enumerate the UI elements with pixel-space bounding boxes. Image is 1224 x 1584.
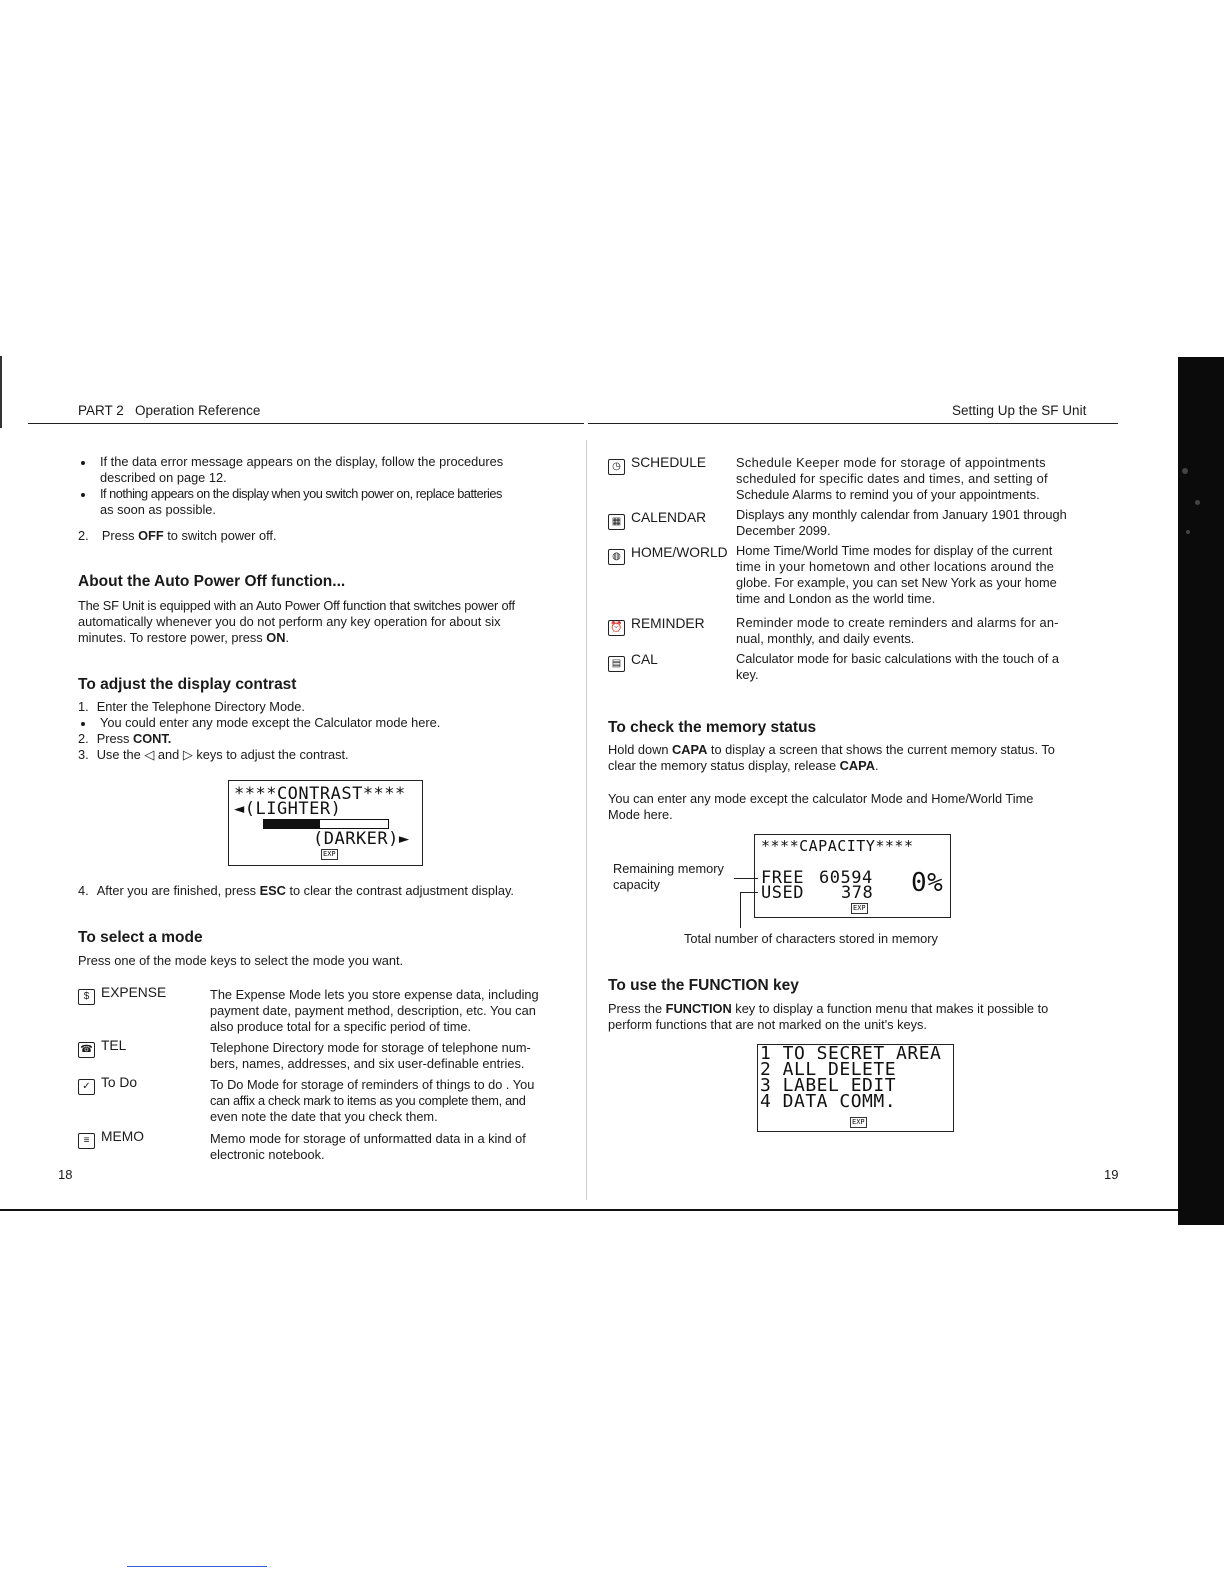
memory-line: clear the memory status display, release CAPA.	[608, 758, 879, 773]
key-on: ON	[266, 630, 286, 645]
auto-power-heading: About the Auto Power Off function...	[78, 573, 346, 590]
callout-remaining: capacity	[613, 877, 660, 892]
function-lcd	[757, 1044, 954, 1132]
mode-desc: Reminder mode to create reminders and alarms for an-	[736, 615, 1059, 630]
mode-desc: Schedule Alarms to remind you of your appointments.	[736, 487, 1040, 502]
schedule-icon: ◷	[608, 459, 625, 475]
step-text: to switch power off.	[163, 528, 277, 543]
contrast-lcd	[228, 780, 423, 866]
key-off: OFF	[138, 528, 164, 543]
lcd-badge: EXP	[852, 1118, 865, 1126]
mode-desc: key.	[736, 667, 759, 682]
bullet	[81, 461, 85, 465]
mode-desc: bers, names, addresses, and six user-definable entries.	[210, 1056, 525, 1071]
capacity-lcd	[754, 834, 951, 918]
contrast-heading: To adjust the display contrast	[78, 676, 297, 693]
lcd-menu-line: 4 DATA COMM.	[760, 1091, 897, 1112]
callout-line	[740, 892, 741, 928]
right-arrow-key-icon: ▷	[182, 747, 193, 762]
auto-power-line: minutes. To restore power, press ON.	[78, 630, 290, 645]
bullet	[81, 493, 85, 497]
lcd-free-label: FREE	[761, 868, 804, 888]
contrast-step-4: 4. After you are finished, press ESC to clear the contrast adjustment display.	[78, 883, 514, 898]
mode-key-expense: $ EXPENSE	[78, 985, 166, 1005]
mode-desc: Home Time/World Time modes for display of the current	[736, 543, 1053, 558]
checkmark-icon: ✓	[78, 1079, 95, 1095]
contrast-step-1: 1. Enter the Telephone Directory Mode.	[78, 699, 305, 714]
reminder-icon: ⏰	[608, 620, 625, 636]
auto-power-line: The SF Unit is equipped with an Auto Power Off function that switches power off	[78, 598, 515, 613]
mode-key-memo: ≡ MEMO	[78, 1129, 144, 1149]
lcd-free-value: 60594	[819, 868, 873, 888]
lcd-used-label: USED	[761, 883, 804, 903]
bullet	[81, 722, 85, 726]
mode-desc: The Expense Mode lets you store expense data, including	[210, 987, 539, 1002]
scan-speckle	[1195, 500, 1200, 505]
step-2	[78, 528, 277, 545]
bullet-text: as soon as possible.	[100, 502, 216, 517]
memory-para: Mode here.	[608, 807, 673, 822]
mode-desc: To Do Mode for storage of reminders of things to do . You	[210, 1077, 535, 1092]
step-text: Press	[101, 528, 139, 543]
scan-black-edge	[1178, 357, 1224, 1225]
mode-key-schedule: ◷ SCHEDULE	[608, 455, 706, 475]
key-capa: CAPA	[839, 758, 875, 773]
gutter-divider	[586, 440, 587, 1200]
bullet-text: If nothing appears on the display when you switch power on, replace batteries	[100, 486, 502, 501]
function-heading: To use the FUNCTION key	[608, 977, 799, 994]
lcd-menu-line: 2 ALL DELETE	[760, 1059, 897, 1080]
left-arrow-key-icon: ◁	[144, 747, 155, 762]
mode-desc: time and London as the world time.	[736, 591, 936, 606]
mode-desc: electronic notebook.	[210, 1147, 325, 1162]
lcd-percent: 0%	[911, 868, 944, 898]
globe-icon: ◍	[608, 549, 625, 565]
page-number-left: 18	[58, 1167, 73, 1182]
lcd-badge: EXP	[323, 850, 336, 858]
select-mode-intro: Press one of the mode keys to select the mode you want.	[78, 953, 404, 968]
mode-desc: even note the date that you check them.	[210, 1109, 438, 1124]
key-function: FUNCTION	[665, 1001, 732, 1016]
mode-desc: also produce total for a specific period of time.	[210, 1019, 472, 1034]
mode-desc: nual, monthly, and daily events.	[736, 631, 915, 646]
lcd-used-value: 378	[841, 883, 874, 903]
lcd-line: ◄(LIGHTER)	[234, 799, 342, 819]
mode-desc: Memo mode for storage of unformatted data in a kind of	[210, 1131, 526, 1146]
page-number-right: 19	[1104, 1167, 1119, 1182]
callout-line	[740, 892, 758, 893]
bottom-page-rule	[0, 1209, 1178, 1211]
mode-desc: December 2099.	[736, 523, 831, 538]
scan-speckle	[1186, 530, 1190, 534]
auto-power-line: automatically whenever you do not perform any key operation for about six	[78, 614, 501, 629]
lcd-line: (DARKER)►	[313, 829, 410, 849]
memory-line: Hold down CAPA to display a screen that shows the current memory status. To	[608, 742, 1055, 757]
mode-desc: scheduled for specific dates and times, and setting of	[736, 471, 1048, 486]
contrast-step-2: 2. Press CONT.	[78, 731, 172, 746]
mode-desc: can affix a check mark to items as you complete them, and	[210, 1093, 526, 1108]
bottom-blue-rule	[127, 1566, 267, 1567]
key-capa: CAPA	[672, 742, 708, 757]
mode-key-calendar: ▦ CALENDAR	[608, 510, 706, 530]
memory-para: You can enter any mode except the calculator Mode and Home/World Time	[608, 791, 1034, 806]
callout-remaining: Remaining memory	[613, 861, 724, 876]
lcd-line: ****CONTRAST****	[234, 784, 406, 804]
mode-desc: globe. For example, you can set New York as your home	[736, 575, 1057, 590]
mode-desc: Telephone Directory mode for storage of telephone num-	[210, 1040, 531, 1055]
memory-heading: To check the memory status	[608, 719, 817, 736]
function-line: Press the FUNCTION key to display a function menu that makes it possible to	[608, 1001, 1049, 1016]
lcd-menu-line: 1 TO SECRET AREA	[760, 1043, 942, 1064]
memo-icon: ≡	[78, 1133, 95, 1149]
callout-total: Total number of characters stored in memory	[684, 931, 938, 946]
contrast-step-3: 3. Use the ◁ and ▷ keys to adjust the contrast.	[78, 747, 349, 762]
mode-key-tel: ☎ TEL	[78, 1038, 126, 1058]
key-cont: CONT.	[132, 731, 172, 746]
mode-key-todo: ✓ To Do	[78, 1075, 137, 1095]
contrast-level-bar	[263, 819, 389, 829]
select-mode-heading: To select a mode	[78, 929, 203, 946]
mode-desc: Calculator mode for basic calculations with the touch of a	[736, 651, 1059, 666]
mode-desc: payment date, payment method, description, etc. You can	[210, 1003, 536, 1018]
telephone-icon: ☎	[78, 1042, 95, 1058]
lcd-menu-line: 3 LABEL EDIT	[760, 1075, 897, 1096]
mode-desc: Displays any monthly calendar from January 1901 through	[736, 507, 1067, 522]
bullet-text: If the data error message appears on the display, follow the procedures	[100, 454, 504, 469]
callout-line	[734, 878, 758, 879]
header-rule-left	[28, 423, 584, 424]
calendar-icon: ▦	[608, 514, 625, 530]
mode-desc: time in your hometown and other locations around the	[736, 559, 1055, 574]
lcd-badge: EXP	[853, 904, 866, 912]
contrast-level-fill	[264, 820, 320, 828]
left-margin-rule	[0, 356, 2, 428]
mode-desc: Schedule Keeper mode for storage of appointments	[736, 455, 1046, 470]
expense-icon: $	[78, 989, 95, 1005]
lcd-line: ****CAPACITY****	[761, 837, 914, 855]
header-rule-right	[588, 423, 1118, 424]
contrast-bullet: You could enter any mode except the Calculator mode here.	[100, 715, 441, 730]
mode-key-cal: ▤ CAL	[608, 652, 658, 672]
bullet-text: described on page 12.	[100, 470, 227, 485]
header-left-title: PART 2 Operation Reference	[78, 403, 261, 418]
mode-key-homeworld: ◍ HOME/WORLD	[608, 545, 728, 565]
step-number: 2.	[78, 528, 89, 543]
scan-speckle	[1182, 468, 1188, 474]
header-right-title: Setting Up the SF Unit	[952, 403, 1087, 418]
mode-key-reminder: ⏰ REMINDER	[608, 616, 705, 636]
function-line: perform functions that are not marked on the unit's keys.	[608, 1017, 927, 1032]
key-esc: ESC	[259, 883, 286, 898]
calculator-icon: ▤	[608, 656, 625, 672]
